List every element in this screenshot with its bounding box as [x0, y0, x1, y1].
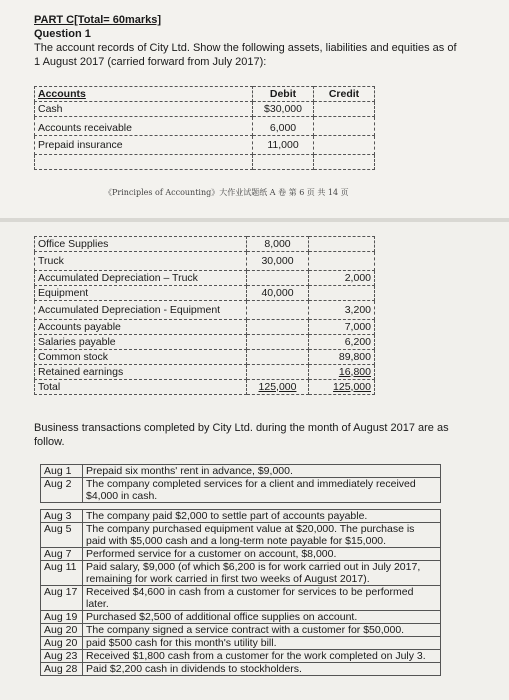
- account-name: Retained earnings: [35, 365, 247, 380]
- empty-cell: [253, 155, 314, 170]
- empty-cell: [35, 155, 253, 170]
- transaction-date: Aug 23: [41, 650, 83, 663]
- business-line-2: follow.: [34, 436, 65, 448]
- table-row: [35, 350, 375, 365]
- intro-line-2: 1 August 2017 (carried forward from July 2017):: [34, 56, 267, 68]
- credit-value: 6,200: [309, 335, 375, 350]
- debit-value: 11,000: [253, 136, 314, 155]
- debit-value: [247, 320, 309, 335]
- credit-value: [309, 237, 375, 252]
- table-row: [35, 252, 375, 271]
- transaction-description: The company purchased equipment value at $20,000. The purchase is paid with $5,000 cash and a long-term note payable for $15,000.: [83, 523, 441, 548]
- account-name: Truck: [35, 252, 247, 271]
- balances-table-continued: [34, 236, 375, 395]
- debit-total: 125,000: [247, 380, 309, 395]
- transaction-row: [41, 637, 441, 650]
- credit-value: 16,800: [309, 365, 375, 380]
- credit-value: [309, 252, 375, 271]
- account-name: Accumulated Depreciation – Truck: [35, 271, 247, 286]
- transaction-description: Paid $2,200 cash in dividends to stockholders.: [83, 663, 441, 676]
- empty-cell: [314, 155, 375, 170]
- accounts-header: Accounts: [35, 87, 253, 102]
- account-name: Equipment: [35, 286, 247, 301]
- transaction-date: Aug 19: [41, 611, 83, 624]
- transaction-date: Aug 20: [41, 637, 83, 650]
- spacer: [83, 503, 441, 510]
- credit-value: [314, 136, 375, 155]
- account-name: Office Supplies: [35, 237, 247, 252]
- transaction-description: The company paid $2,000 to settle part of accounts payable.: [83, 510, 441, 523]
- transaction-row: [41, 510, 441, 523]
- account-name: Cash: [35, 102, 253, 117]
- debit-value: $30,000: [253, 102, 314, 117]
- transaction-description: Performed service for a customer on account, $8,000.: [83, 548, 441, 561]
- table-row: [35, 320, 375, 335]
- page-top: [0, 0, 509, 218]
- transaction-row: [41, 650, 441, 663]
- account-name: Salaries payable: [35, 335, 247, 350]
- business-line-1: Business transactions completed by City Ltd. during the month of August 2017 are as: [34, 422, 449, 434]
- transaction-description: Purchased $2,500 of additional office supplies on account.: [83, 611, 441, 624]
- transaction-row: [41, 561, 441, 586]
- debit-value: 30,000: [247, 252, 309, 271]
- transaction-description: Paid salary, $9,000 (of which $6,200 is for work carried out in July 2017, remaining for work carried in first two weeks of August 2017).: [83, 561, 441, 586]
- transaction-date: Aug 7: [41, 548, 83, 561]
- transaction-description: The company signed a service contract with a customer for $50,000.: [83, 624, 441, 637]
- transaction-row: [41, 478, 441, 503]
- transaction-date: Aug 11: [41, 561, 83, 586]
- transaction-row: [41, 548, 441, 561]
- debit-value: 40,000: [247, 286, 309, 301]
- debit-value: [247, 301, 309, 320]
- transaction-spacer: [41, 503, 441, 510]
- table-row: [35, 237, 375, 252]
- transaction-date: Aug 28: [41, 663, 83, 676]
- credit-value: 2,000: [309, 271, 375, 286]
- transaction-row: [41, 663, 441, 676]
- transactions-table: [40, 464, 441, 676]
- transaction-description: Received $4,600 in cash from a customer for services to be performed later.: [83, 586, 441, 611]
- account-name: Accounts payable: [35, 320, 247, 335]
- debit-value: [247, 271, 309, 286]
- table-row: [35, 286, 375, 301]
- debit-value: 6,000: [253, 117, 314, 136]
- credit-value: [314, 117, 375, 136]
- page-footer: 《Principles of Accounting》大作业试题纸 A 卷 第 6 页 共 14 页: [104, 188, 349, 197]
- credit-total: 125,000: [309, 380, 375, 395]
- credit-header: Credit: [314, 87, 375, 102]
- table-row-total: [35, 380, 375, 395]
- intro-line-1: The account records of City Ltd. Show the following assets, liabilities and equities as of: [34, 42, 457, 54]
- question-heading: Question 1: [34, 28, 91, 40]
- account-name: Common stock: [35, 350, 247, 365]
- debit-value: 8,000: [247, 237, 309, 252]
- debit-value: [247, 335, 309, 350]
- page-bottom: [0, 222, 509, 700]
- table-row: [35, 102, 375, 117]
- transaction-row: [41, 624, 441, 637]
- table-header-row: [35, 87, 375, 102]
- table-row: [35, 136, 375, 155]
- credit-value: 3,200: [309, 301, 375, 320]
- table-row: [35, 335, 375, 350]
- account-name: Accounts receivable: [35, 117, 253, 136]
- account-name: Accumulated Depreciation - Equipment: [35, 301, 247, 320]
- transaction-description: Received $1,800 cash from a customer for the work completed on July 3.: [83, 650, 441, 663]
- credit-value: [309, 286, 375, 301]
- transaction-description: paid $500 cash for this month's utility bill.: [83, 637, 441, 650]
- account-name: Prepaid insurance: [35, 136, 253, 155]
- table-row: [35, 365, 375, 380]
- table-row: [35, 117, 375, 136]
- transaction-row: [41, 523, 441, 548]
- transaction-date: Aug 20: [41, 624, 83, 637]
- debit-value: [247, 350, 309, 365]
- opening-balances-table: [34, 86, 375, 170]
- part-title: PART C[Total= 60marks]: [34, 14, 162, 26]
- table-row: [35, 271, 375, 286]
- transaction-description: The company completed services for a client and immediately received $4,000 in cash.: [83, 478, 441, 503]
- credit-value: [314, 102, 375, 117]
- transaction-date: Aug 3: [41, 510, 83, 523]
- table-row: [35, 301, 375, 320]
- credit-value: 89,800: [309, 350, 375, 365]
- transaction-date: Aug 5: [41, 523, 83, 548]
- transaction-date: Aug 17: [41, 586, 83, 611]
- credit-value: 7,000: [309, 320, 375, 335]
- transaction-date: Aug 1: [41, 465, 83, 478]
- transaction-row: [41, 586, 441, 611]
- spacer: [41, 503, 83, 510]
- table-row: [35, 155, 375, 170]
- transaction-row: [41, 465, 441, 478]
- account-name: Total: [35, 380, 247, 395]
- transaction-description: Prepaid six months' rent in advance, $9,000.: [83, 465, 441, 478]
- transaction-row: [41, 611, 441, 624]
- debit-value: [247, 365, 309, 380]
- transaction-date: Aug 2: [41, 478, 83, 503]
- debit-header: Debit: [253, 87, 314, 102]
